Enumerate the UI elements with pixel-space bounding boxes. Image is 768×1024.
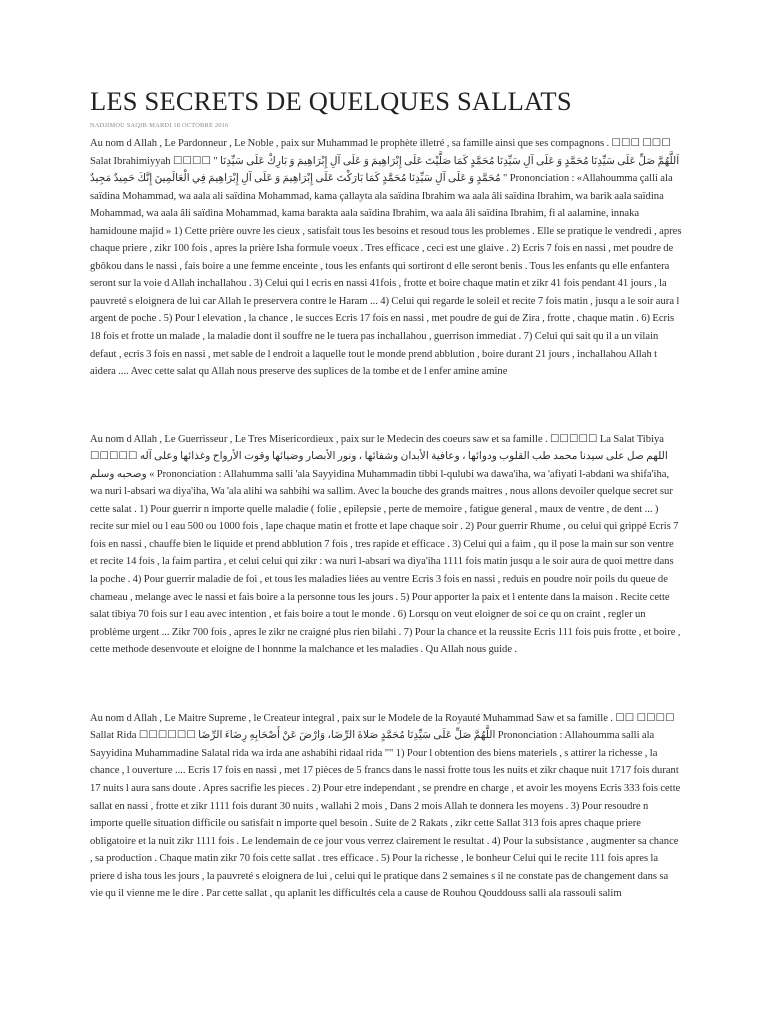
paragraph-salat-ibrahimiyyah: Au nom d Allah , Le Pardonneur , Le Noble , paix sur Muhammad le prophète illetré , sa famille ainsi que ses compagnons . ☐☐☐ ☐☐☐ Salat Ibrahimiyyah ☐☐☐☐ " اَللَّهُمَّ صَلِّ عَلَى سَيِّدِنَا مُحَمَّدٍ وَ عَلَى آلِ سَيِّدِنَا مُحَمَّدٍ كَمَا صَلَّيْتَ عَلَى إِبْرَاهِيمَ وَ عَلَى آلِ إِبْرَاهِيمَ وَ بَارِكْ عَلَى سَيِّدِنَا مُحَمَّدٍ وَ عَلَى آلِ سَيِّدِنَا مُحَمَّدٍ كَمَا بَارَكْتَ عَلَى إِبْرَاهِيمَ وَ عَلَى آلِ إِبْرَاهِيمَ فِي الْعَالَمِينَ إِنَّكَ حَمِيدٌ مَجِيدٌ " Prononciation : «Allahoumma çalli ala saïdina Mohammad, wa aala ali saïdina Mohammad, kama çallayta ala saïdina Ibrahim wa aala âli saïdina Ibrahim, wa barik aala saïdina Mohammad, wa aala âli saïdina Mohammad, kama barakta aala saïdina Ibrahim, wa aala âli saïdina Ibrahim, fi al aalamine, innaka hamidoune majid » 1) Cette prière ouvre les cieux , satisfait tous les besoins et resoud tous les problemes . Elle se pratique le vendredi , apres chaque priere , zikr 100 fois , apres la prière Isha formule voeux . Tres efficace , ceci est une glaive . 2) Ecris 7 fois en nassi , met poudre de gbôkou dans le nassi , fais boire a une femme enceinte , tous les enfants qui sortiront d elle seront benis . Tous les enfants qu elle enfantera seront sur la voie d Allah inchallahou . 3) Celui qui l ecris en nassi 41fois , frotte et boire chaque matin et zikr 41 fois pendant 41 jours , la pauvreté s eloignera de lui car Allah le preservera contre le Haram ... 4) Celui qui regarde le soleil et recite 7 fois matin , jusqu a le soir aura l argent de poche . 5) Pour l elevation , la chance , le succes Ecris 17 fois en nassi , met poudre de gui de Zira , frotte , chaque matin . 6) Ecris 18 fois et frotte un malade , la maladie dont il souffre ne le tuera pas inchallahou , guerrison immediat . 7) Celui qui sait qu il a un vilain defaut , ecris 3 fois en nassi , met sable de l endroit a laquelle tout le monde prend abblution , boire durant 21 jours , inchallahou Allah t aidera .... Avec cette salat qu Allah nous preserve des suplices de la tombe et de l enfer amine amine xyxy=(90,138,682,378)
article-title: LES SECRETS DE QUELQUES SALLATS xyxy=(90,86,572,116)
paragraph-sallat-rida: Au nom d Allah , Le Maitre Supreme , le Createur integral , paix sur le Modele de la Royauté Muhammad Saw et sa famille . ☐☐ ☐☐☐☐ Sallat Rida ☐☐☐☐☐☐ اللَّهُمَّ صَلِّ عَلَى سَيِّدِنَا مُحَمَّدٍ صَلاةَ الرِّضَا، وَارْضَ عَنْ أَصْحَابِهِ رِضَاءَ الرِّضَا Prononciation : Allahoumma salli ala Sayyidina Muhammadine Salatal rida wa irda ane ashabihi ridaal rida "" 1) Pour l obtention des biens materiels , s attirer la richesse , la chance , l ouverture .... Ecris 17 fois en nassi , met 17 pièces de 5 francs dans le nassi frotte tous les nuits et zikr chaque nuit 1717 fois durant 17 nuits l aura sans doute . Apres sacrifie les pieces . 2) Pour etre independant , se prendre en charge , et avoir les moyens Ecris 333 fois cette sallat en nassi , frotte et zikr 1111 fois durant 30 nuits , wallahi 2 mois , Dans 2 mois Allah te donnera les moyens . 3) Pour resoudre n importe quelle situation difficile ou satisfait n importe quel besoin . Suite de 2 Rakats , zikr cette Sallat 313 fois apres chaque priere obligatoire et la nuit zikr 1111 fois . Le lendemain de ce jour vous verrez clairement le resultat . 4) Pour la subsistance , augmenter sa chance , sa production . Chaque matin zikr 70 fois cette sallat . tres efficace . 5) Pour la richesse , le bonheur Celui qui le recite 111 fois apres la priere d isha tous les jours , la pauvreté s eloignera de lui , celui qui le pratique dans 2 semaines s il ne constate pas de changement dans sa vie qu il vienne me le dire . Par cette sallat , qu aplanit les difficultés cela a cause de Rouhou Qouddouss salli ala rassouli salim xyxy=(90,712,681,900)
paragraph-salat-tibiya: Au nom d Allah , Le Guerrisseur , Le Tres Misericordieux , paix sur le Medecin des coeurs saw et sa famille . ☐☐☐☐☐ La Salat Tibiya ☐☐☐☐☐ اللهم صل على سيدنا محمد طب القلوب ودوائها ، وعافية الأبدان وشفائها ، ونور الأبصار وضيائها وقوت الأرواح وغذائها وعلى آله وصحبه وسلم « Prononciation : Allahumma salli 'ala Sayyidina Muhammadin tibbi l-qulubi wa dawa'iha, wa 'afiyati l-abdani wa shifa'iha, wa nuri l-absari wa diya'iha, Wa 'ala alihi wa sahbihi wa sallim. Avec la bouche des grands maitres , nous allons devoiler quelque secret sur cette salat . 1) Pour guerrir n importe quelle maladie ( folie , epilepsie , perte de memoire , fatigue general , maux de ventre , de dent ... ) recite sur miel ou l eau 500 ou 1000 fois , lape chaque matin et frotte et lape chaque soir . 2) Pour guerrir Rhume , ou celui qui grippé Ecris 7 fois en nassi , chauffe bien le liquide et prend abblution 7 fois , tres rapide et efficace . 3) Celui qui a faim , qu il pose la main sur son ventre et recite 14 fois , la faim partira , et celui celui qui zikr : wa nuri l-absari wa diya'iha 1111 fois matin jusqu a le soir aura de quoi mettre dans la poche . 4) Pour guerrir maladie de foi , et tous les maladies liées au ventre Ecris 3 fois en nassi , reduis en poudre noir poils du queue de chameau , melange avec le nassi et fais boire a la personne tous les jours . 5) Pour apporter la paix et l entente dans la maison . Recite cette salat tibiya 70 fois sur l eau avec intention , et fais boire a tout le monde . 6) Lorsqu on veut eloigner de soi ce qu on craint , regler un problème urgent ... Zikr 700 fois , apres le zikr ne craigné plus rien bilahi . 7) Pour la chance et la reussite Ecris 111 fois puis frotte , et boire , cette methode desenvoute et eloigne de l honnme la malchance et les maladies . Qu Allah nous guide . xyxy=(90,433,681,656)
article xyxy=(90,84,682,903)
author-date-line: NADJIMOU SAQIB·MARDI 18 OCTOBRE 2016 xyxy=(90,122,229,129)
